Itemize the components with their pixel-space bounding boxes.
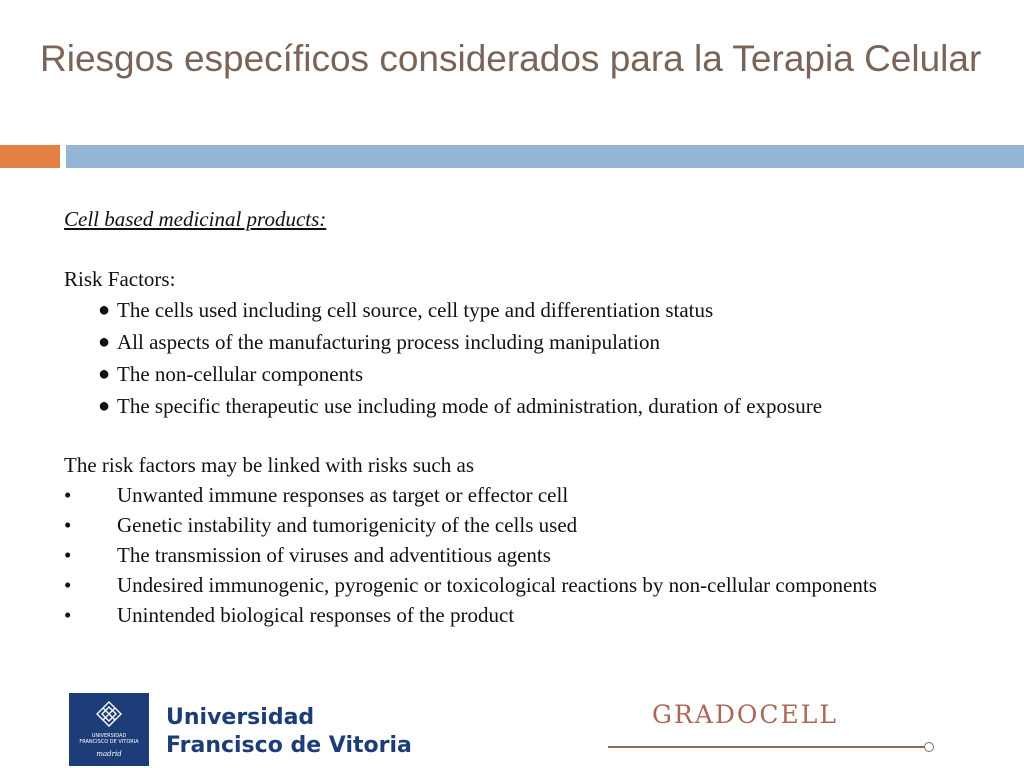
university-name-line2: Francisco de Vitoria [166,733,412,758]
logo-caption-line2: FRANCISCO DE VITORIA [79,739,139,745]
bullet-icon: • [64,483,72,507]
logo-caption-line1: UNIVERSIDAD [91,733,127,739]
slide-body [64,204,1004,630]
accent-bar-orange [0,145,60,168]
university-logo [69,693,149,766]
logo-city: madrid [96,750,122,758]
list-item: ● The cells used including cell source, cell type and differentiation status [64,294,1004,326]
list-item: ● The specific therapeutic use including mode of administration, duration of exposure [64,390,1004,422]
slide-title: Riesgos específicos considerados para la Terapia Celular [40,38,982,79]
list-item: • Unwanted immune responses as target or effector cell [64,480,1004,510]
gradocell-dot-icon [924,742,934,752]
bullet-icon: ● [98,299,111,321]
list-item: • Unintended biological responses of the product [64,600,1004,630]
risk-factors-list [64,294,1004,422]
risks-list [64,480,1004,630]
university-name-line1: Universidad [166,705,315,730]
section-subtitle: Cell based medicinal products: [64,207,327,231]
bullet-icon: • [64,603,72,627]
bullet-icon: • [64,573,72,597]
bullet-icon: ● [98,363,111,385]
risk-factors-heading: Risk Factors: [64,267,176,291]
university-emblem-icon [96,701,122,727]
bullet-icon: • [64,543,72,567]
bullet-icon: ● [98,395,111,417]
bullet-icon: • [64,513,72,537]
risks-heading: The risk factors may be linked with risks such as [64,453,474,477]
list-item: • Undesired immunogenic, pyrogenic or toxicological reactions by non-cellular components [64,570,1004,600]
gradocell-logo: GRADOCELL [652,700,838,729]
list-item: • Genetic instability and tumorigenicity of the cells used [64,510,1004,540]
university-name [166,704,412,760]
gradocell-underline [608,746,930,748]
accent-bar-blue [66,145,1024,168]
list-item: ● The non-cellular components [64,358,1004,390]
list-item: ● All aspects of the manufacturing process including manipulation [64,326,1004,358]
bullet-icon: ● [98,331,111,353]
list-item: • The transmission of viruses and adventitious agents [64,540,1004,570]
